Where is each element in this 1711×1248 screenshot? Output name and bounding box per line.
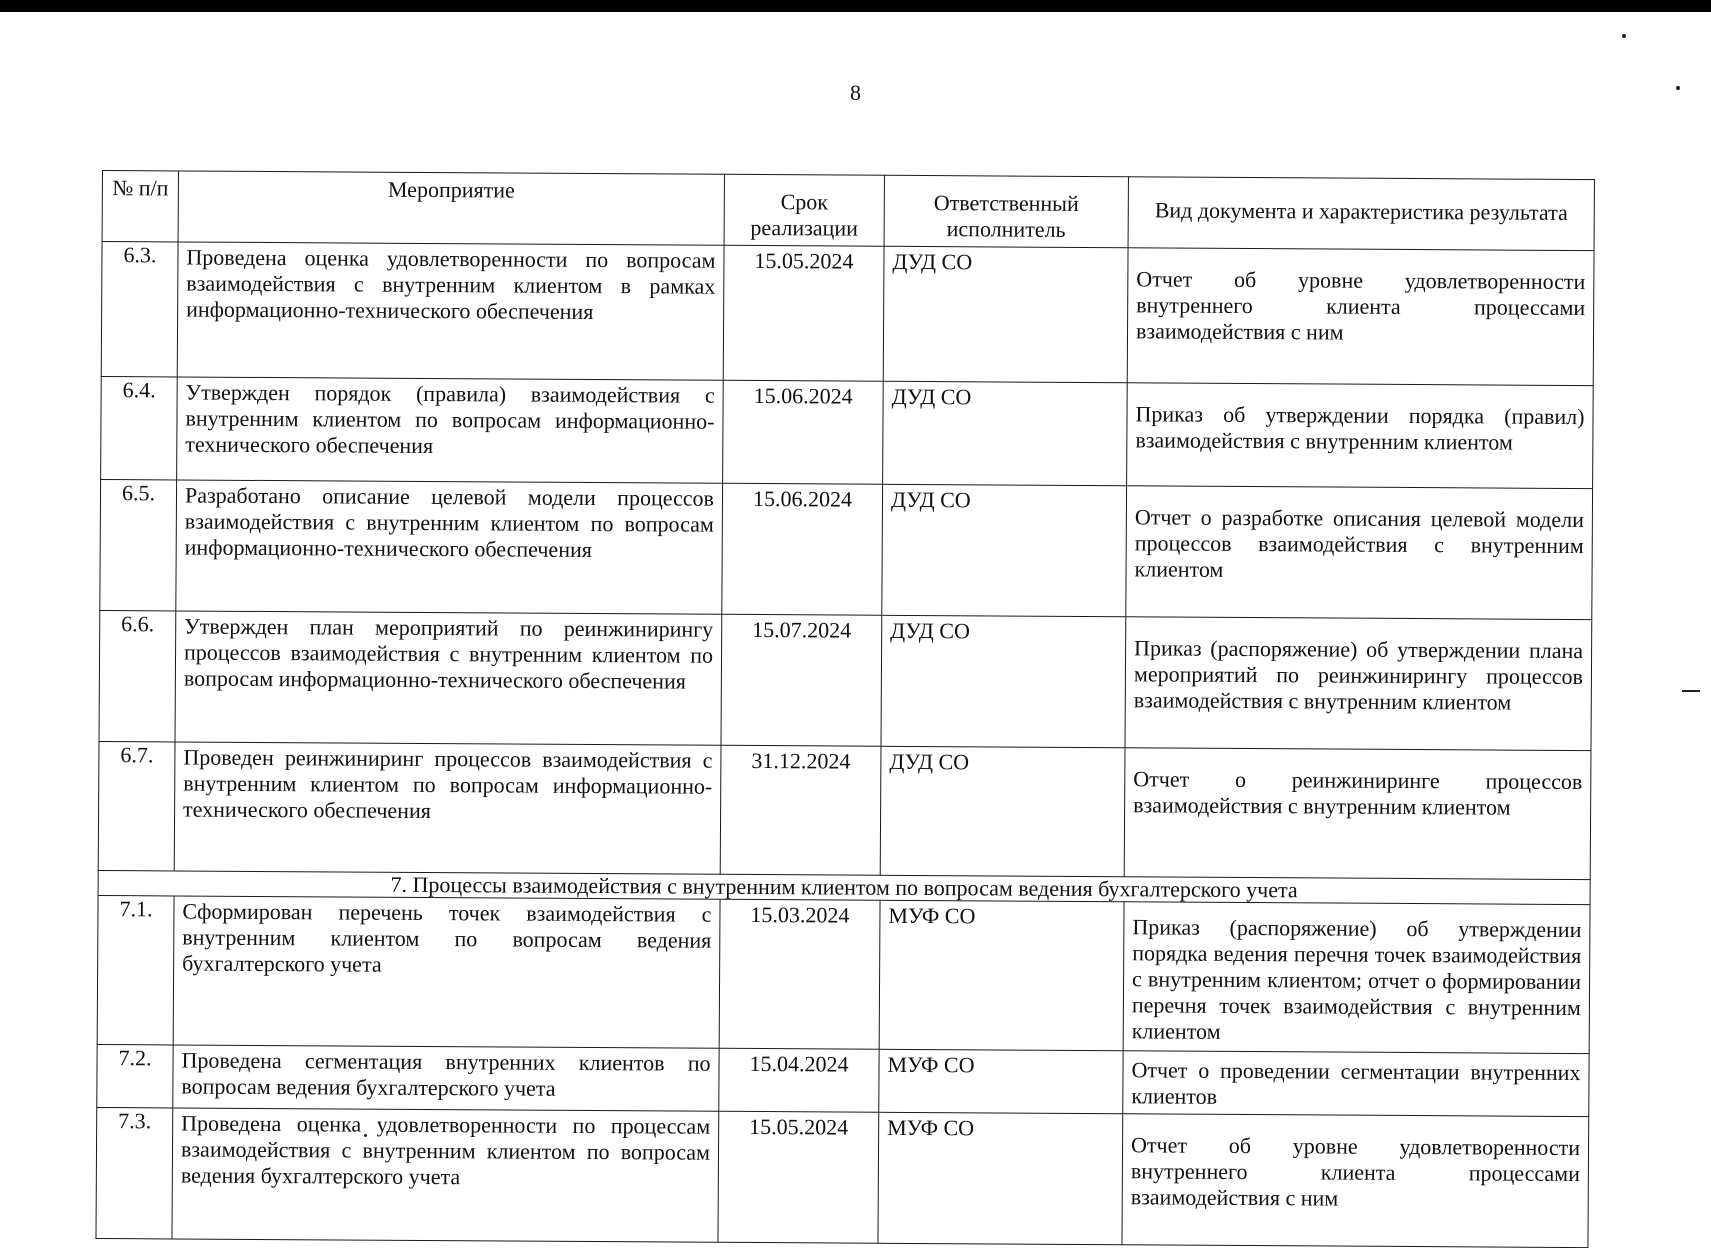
row-event: Проведена оценка удовлетворенности по вопросам взаимодействия с внутренним клиентом в рамках информационно-технического обеспечения — [177, 242, 724, 380]
row-event: Проведена сегментация внутренних клиентов по вопросам ведения бухгалтерского учета — [173, 1045, 719, 1111]
row-result: Приказ (распоряжение) об утверждении порядка ведения перечня точек взаимодействия с внутренним клиентом; отчет о формировании перечня точек взаимодействия с внутренним клиентом — [1123, 902, 1590, 1054]
page-number: 8 — [850, 80, 861, 105]
scan-speck — [1622, 34, 1626, 38]
table-row — [97, 895, 1590, 1053]
scan-speck — [1682, 690, 1700, 692]
table-row — [99, 610, 1592, 750]
row-responsible: МУФ СО — [879, 1049, 1123, 1113]
row-num: 6.3. — [101, 242, 178, 377]
row-result: Отчет о проведении сегментации внутренних клиентов — [1123, 1051, 1589, 1117]
header-responsible: Ответственный исполнитель — [884, 175, 1128, 247]
row-deadline: 15.07.2024 — [721, 614, 882, 746]
row-result: Отчет о реинжиниринге процессов взаимодействия с внутренним клиентом — [1124, 748, 1591, 880]
row-deadline: 31.12.2024 — [720, 745, 881, 875]
row-num: 7.3. — [96, 1107, 173, 1238]
row-event: Утвержден план мероприятий по реинжинирингу процессов взаимодействия с внутренним клиентом по вопросам информационно-технического обеспечения — [175, 611, 722, 745]
table-row — [96, 1107, 1589, 1247]
header-deadline: Срок реализации — [724, 174, 884, 246]
header-result: Вид документа и характеристика результата — [1128, 177, 1594, 251]
row-num: 6.4. — [101, 376, 178, 479]
row-event: Утвержден порядок (правила) взаимодействия с внутренним клиентом по вопросам информационно-технического обеспечения — [177, 377, 724, 483]
row-result: Отчет об уровне удовлетворенности внутреннего клиента процессами взаимодействия с ним — [1127, 248, 1594, 386]
row-deadline: 15.06.2024 — [723, 380, 884, 484]
row-responsible: ДУД СО — [880, 746, 1125, 876]
row-event: Проведена оценка удовлетворенности по процессам взаимодействия с внутренним клиентом по вопросам ведения бухгалтерского учета — [172, 1108, 719, 1242]
row-result: Отчет об уровне удовлетворенности внутреннего клиента процессами взаимодействия с ним — [1122, 1114, 1589, 1248]
table-row — [100, 479, 1593, 619]
table-row — [101, 242, 1594, 386]
row-deadline: 15.05.2024 — [723, 245, 884, 381]
row-deadline: 15.06.2024 — [722, 483, 883, 615]
row-deadline: 15.05.2024 — [718, 1111, 879, 1243]
row-responsible: МУФ СО — [878, 1112, 1123, 1244]
scan-top-edge — [0, 0, 1711, 12]
row-responsible: ДУД СО — [883, 381, 1128, 485]
row-responsible: ДУД СО — [882, 484, 1127, 616]
section-title: 7. Процессы взаимодействия с внутренним клиентом по вопросам ведения бухгалтерского учета — [98, 870, 1590, 904]
table-row — [97, 1044, 1589, 1116]
row-num: 6.7. — [98, 741, 175, 870]
row-deadline: 15.04.2024 — [719, 1048, 879, 1112]
row-deadline: 15.03.2024 — [719, 899, 880, 1049]
plan-table-container — [95, 170, 1594, 1248]
header-num: № п/п — [102, 171, 178, 242]
plan-table — [95, 170, 1595, 1248]
row-responsible: ДУД СО — [881, 615, 1126, 747]
row-result: Приказ (распоряжение) об утверждении плана мероприятий по реинжинирингу процессов взаимодействия с внутренним клиентом — [1125, 617, 1592, 751]
header-event: Мероприятие — [178, 171, 724, 245]
row-event: Сформирован перечень точек взаимодействия с внутренним клиентом по вопросам ведения бухгалтерского учета — [173, 896, 720, 1048]
row-responsible: ДУД СО — [883, 246, 1128, 382]
row-num: 7.2. — [97, 1044, 173, 1107]
table-row — [101, 376, 1594, 488]
row-responsible: МУФ СО — [879, 900, 1124, 1050]
row-num: 6.6. — [99, 610, 176, 741]
table-row — [98, 741, 1591, 879]
row-result: Отчет о разработке описания целевой модели процессов взаимодействия с внутренним клиентом — [1126, 486, 1593, 620]
row-num: 6.5. — [100, 479, 177, 610]
row-event: Разработано описание целевой модели процессов взаимодействия с внутренним клиентом по вопросам информационно-технического обеспечения — [176, 480, 723, 614]
row-num: 7.1. — [97, 895, 174, 1044]
table-header-row — [102, 171, 1594, 251]
row-result: Приказ об утверждении порядка (правил) взаимодействия с внутренним клиентом — [1127, 383, 1594, 489]
row-event: Проведен реинжиниринг процессов взаимодействия с внутренним клиентом по вопросам информационно-технического обеспечения — [174, 742, 721, 874]
